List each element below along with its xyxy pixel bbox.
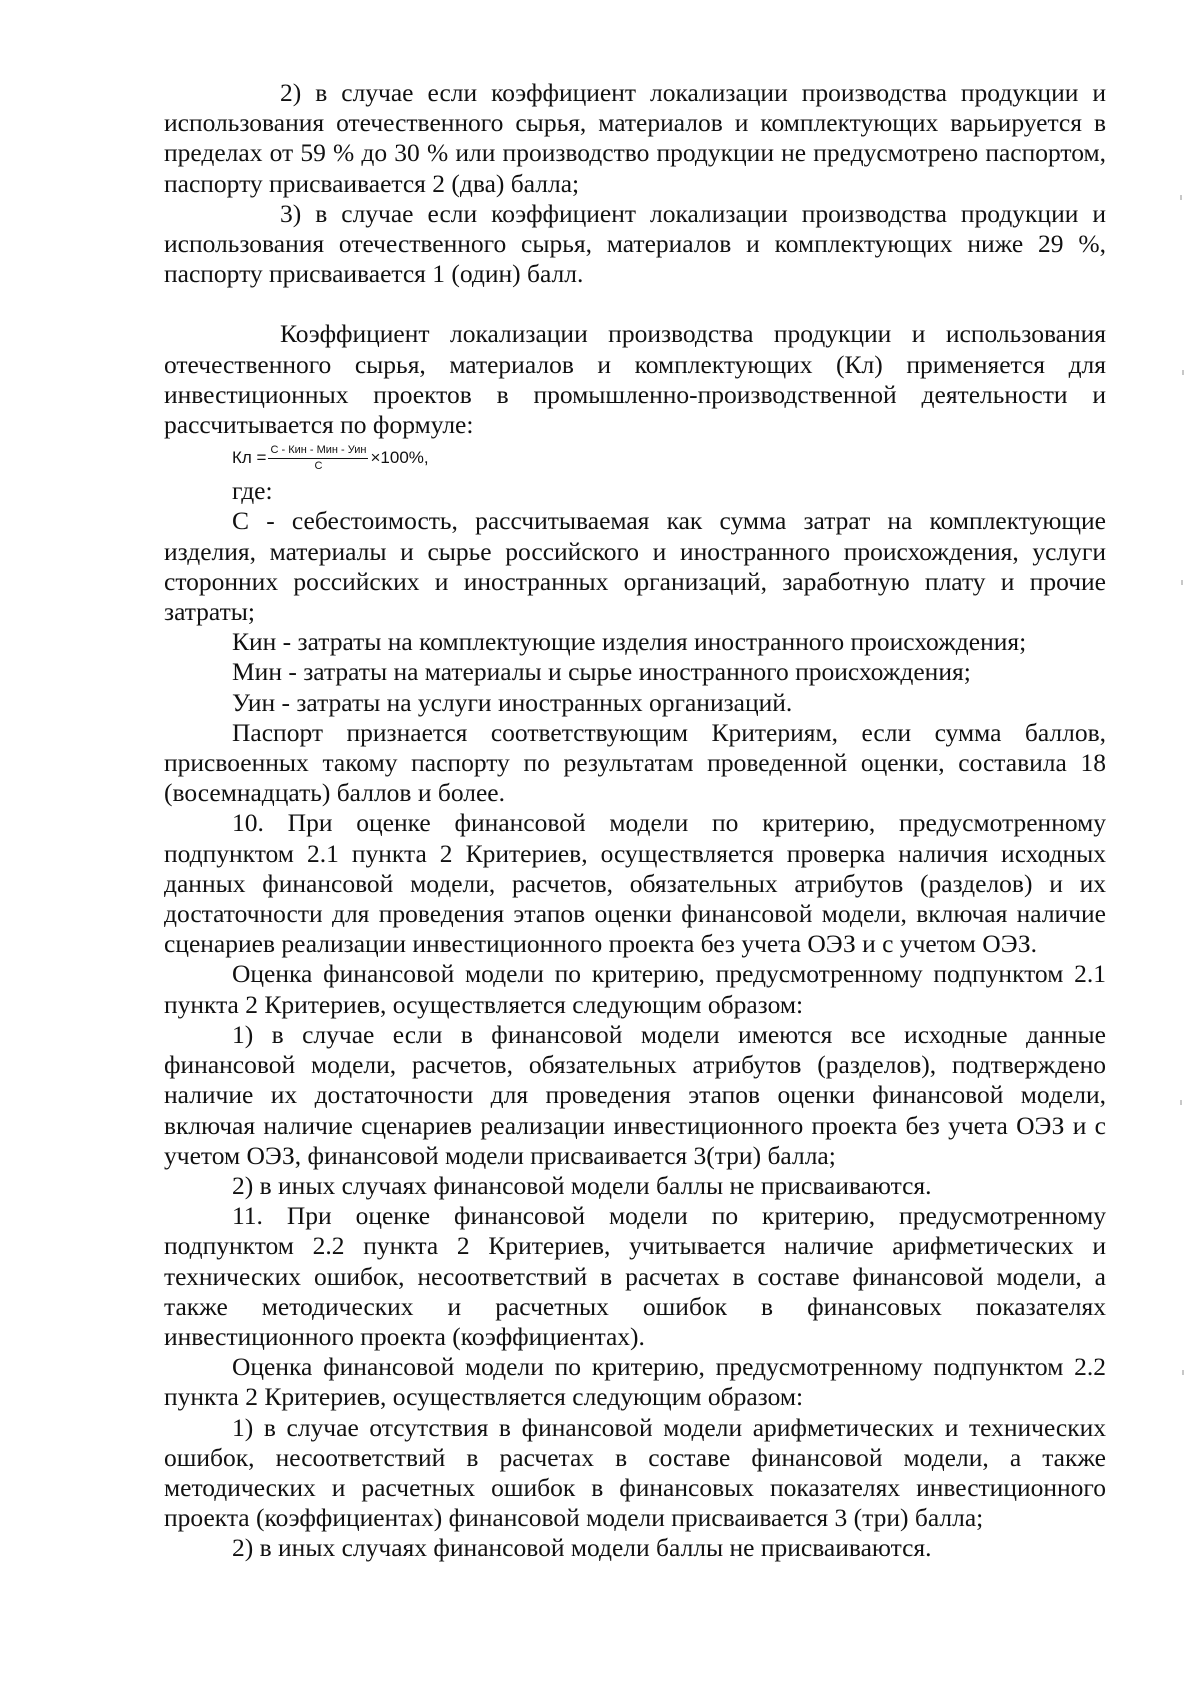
paragraph-assessment-2-2: Оценка финансовой модели по критерию, предусмотренному подпунктом 2.2 пункта 2 Критериев, осуществляется следующим образом:: [164, 1352, 1106, 1412]
document-body: [164, 78, 1106, 1564]
definition-kin: Кин - затраты на комплектующие изделия иностранного происхождения;: [232, 627, 1027, 657]
paragraph-2-1-item-2: 2) в иных случаях финансовой модели баллы не присваиваются.: [232, 1170, 932, 1200]
formula-numerator: С - Кин - Мин - Уин: [268, 444, 368, 459]
scan-mark: [1180, 195, 1182, 200]
paragraph-item-2: 2) в случае если коэффициент локализации производства продукции и использования отечественного сырья, материалов и комплектующих варьируется в пределах от 59 % до 30 % или производство продукции не предусмотрено паспортом, паспорту присваивается 2 (два) балла;: [164, 78, 1106, 198]
paragraph-2-2-item-2: 2) в иных случаях финансовой модели баллы не присваиваются.: [232, 1533, 932, 1563]
localization-formula: [232, 440, 1106, 476]
paragraph-section-10: 10. При оценке финансовой модели по критерию, предусмотренному подпунктом 2.1 пункта 2 Критериев, осуществляется проверка наличия исходных данных финансовой модели, расчетов, обязательных атрибутов (разделов) и их достаточности для проведения этапов оценки финансовой модели, включая наличие сценариев реализации инвестиционного проекта без учета ОЭЗ и с учетом ОЭЗ.: [164, 808, 1106, 959]
paragraph-item-3: 3) в случае если коэффициент локализации производства продукции и использования отечественного сырья, материалов и комплектующих ниже 29 %, паспорту присваивается 1 (один) балл.: [164, 198, 1106, 289]
definition-c: С - себестоимость, рассчитываемая как сумма затрат на комплектующие изделия, материалы и сырье российского и иностранного происхождения, услуги сторонних российских и иностранных организаций, заработную плату и прочие затраты;: [164, 506, 1106, 627]
where-label: где:: [232, 476, 273, 506]
paragraph-assessment-2-1: Оценка финансовой модели по критерию, предусмотренному подпунктом 2.1 пункта 2 Критериев, осуществляется следующим образом:: [164, 959, 1106, 1019]
paragraph-2-1-item-1: 1) в случае если в финансовой модели имеются все исходные данные финансовой модели, расчетов, обязательных атрибутов (разделов), подтверждено наличие их достаточности для проведения этапов оценки финансовой модели, включая наличие сценариев реализации инвестиционного проекта без учета ОЭЗ и с учетом ОЭЗ, финансовой модели присваивается 3(три) балла;: [164, 1019, 1106, 1170]
paragraph-gap: [164, 289, 1106, 319]
paragraph-passport-criteria: Паспорт признается соответствующим Критериям, если сумма баллов, присвоенных такому паспорту по результатам проведенной оценки, составила 18 (восемнадцать) баллов и более.: [164, 717, 1106, 808]
scan-mark: [1180, 1100, 1182, 1105]
scan-mark: [1182, 370, 1184, 375]
formula-denominator: С: [314, 459, 323, 472]
formula-fraction: [268, 444, 368, 473]
definition-min: Мин - затраты на материалы и сырье иностранного происхождения;: [232, 657, 971, 687]
scan-mark: [1182, 1370, 1184, 1375]
paragraph-section-11: 11. При оценке финансовой модели по критерию, предусмотренному подпунктом 2.2 пункта 2 Критериев, учитывается наличие арифметических и технических ошибок, несоответствий в расчетах в составе финансовой модели, а также методических и расчетных ошибок в финансовых показателях инвестиционного проекта (коэффициентах).: [164, 1201, 1106, 1351]
formula-lhs: Кл =: [232, 448, 267, 468]
paragraph-2-2-item-1: 1) в случае отсутствия в финансовой модели арифметических и технических ошибок, несоответствий в расчетах в составе финансовой модели, а также методических и расчетных ошибок в финансовых показателях инвестиционного проекта (коэффициентах) финансовой модели присваивается 3 (три) балла;: [164, 1412, 1106, 1533]
scan-mark: [1181, 580, 1183, 585]
definition-uin: Уин - затраты на услуги иностранных организаций.: [232, 687, 793, 717]
formula-rhs: ×100%,: [370, 448, 429, 468]
paragraph-localization-coefficient: Коэффициент локализации производства продукции и использования отечественного сырья, материалов и комплектующих (Кл) применяется для инвестиционных проектов в промышленно-производственной деятельности и рассчитывается по формуле:: [164, 319, 1106, 440]
